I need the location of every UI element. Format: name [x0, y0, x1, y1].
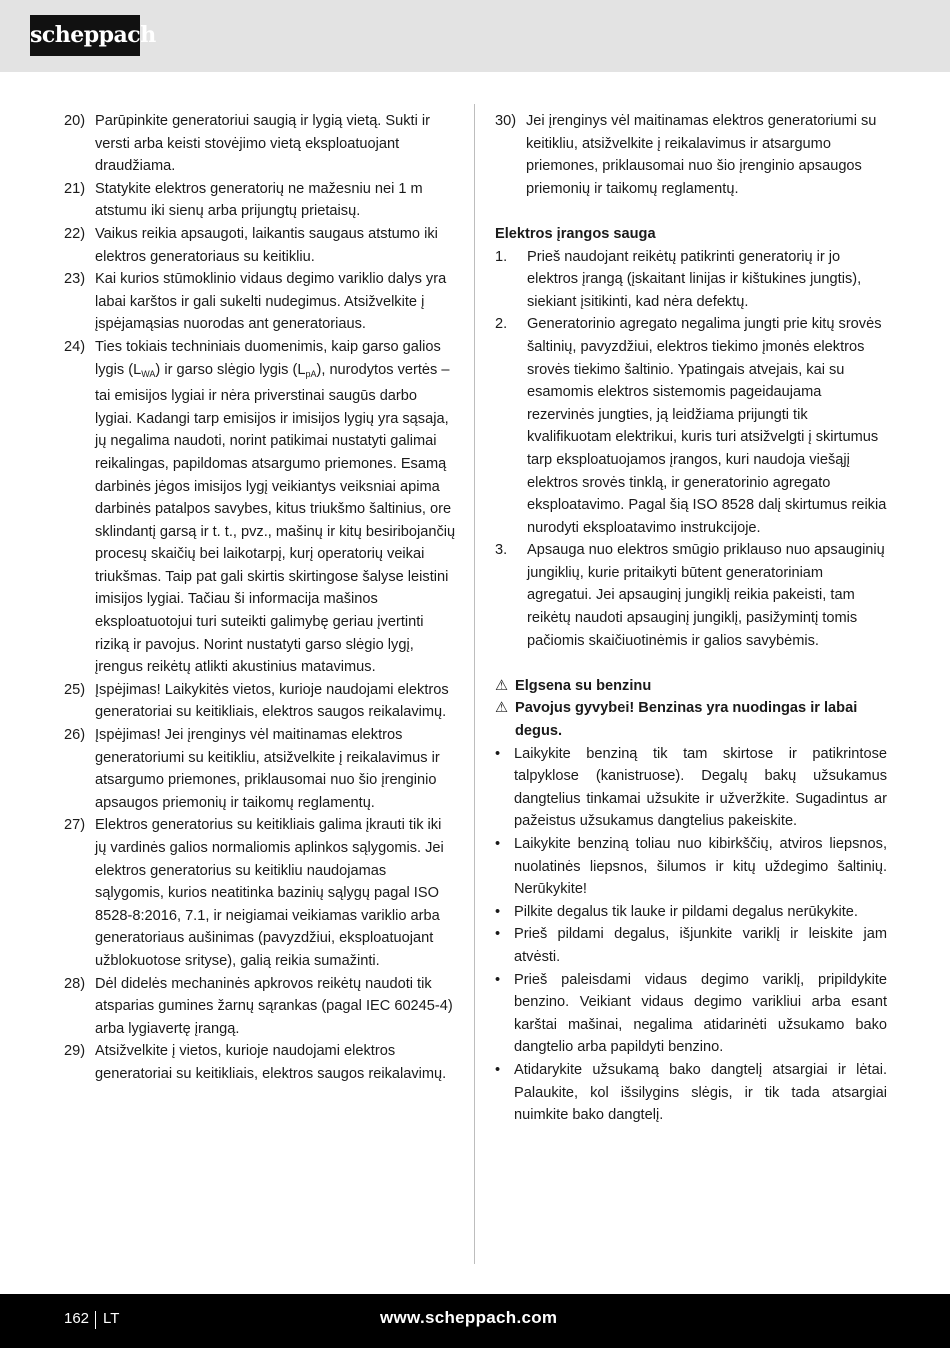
bullet-icon: •	[495, 926, 501, 943]
bullet-text: Prieš paleisdami vidaus degimo variklį, pripildykite benzino. Veikiant vidaus degimo varikliui arba esant karštai mašinai, negalima atidarinėti užsukamo bako dangtelio arba papildyti benzino.	[514, 971, 887, 1056]
bullet-item	[495, 923, 887, 968]
language-code: LT	[103, 1310, 120, 1327]
bullet-icon: •	[495, 903, 501, 920]
bullet-item	[495, 1059, 887, 1127]
item-number: 29)	[64, 1043, 86, 1060]
danger-text: Pavojus gyvybei! Benzinas yra nuodingas ir labai degus.	[515, 700, 858, 740]
list-item	[64, 336, 456, 679]
bullet-text: Prieš pildami degalus, išjunkite variklį ir leiskite jam atvėsti.	[514, 926, 887, 965]
warning-icon: ⚠	[495, 677, 509, 694]
item-text: Generatorinio agregato negalima jungti prie kitų srovės šaltinių, pavyzdžiui, elektros tiekimo įmonės elektros srovės tiekimo šaltinio. Ypatingais atvejais, kai su esamomis elektros sistemomis pageidaujama rezervinės jungties, ją leidžiama prijungti tik kvalifikuotam elektrikui, kuris turi atsižvelgti į skirtumus tarp eksploatuojamos įrangos, kuri naudoja viešąjį elektros srovės tinklą, ir generatorinio agregato eksploatavimo. Pagal šią ISO 8528 dalį skirtumus reikia nurodyti eksploatavimo instrukcijoje.	[527, 316, 887, 536]
list-item	[64, 724, 456, 814]
footer-separator	[95, 1311, 96, 1329]
bullet-text: Pilkite degalus tik lauke ir pildami degalus nerūkykite.	[514, 903, 858, 920]
item-number: 2.	[495, 316, 508, 333]
list-item	[495, 313, 887, 539]
item-number: 25)	[64, 681, 86, 698]
section-heading	[495, 675, 887, 698]
bullet-item	[495, 969, 887, 1059]
list-item	[64, 1040, 456, 1085]
top-bar	[0, 0, 950, 72]
item-text: Įspėjimas! Laikykitės vietos, kurioje naudojami elektros generatoriai su keitikliais, elektros saugos reikalavimų.	[95, 681, 449, 721]
item-number: 30)	[495, 113, 517, 129]
left-column	[64, 110, 456, 1086]
list-item	[64, 110, 456, 178]
item-number: 26)	[64, 727, 86, 744]
scheppach-logo: scheppach	[30, 15, 140, 56]
item-text: Apsauga nuo elektros smūgio priklauso nuo apsauginių jungiklių, kurie pritaikyti būtent generatoriniam agregatui. Jei apsauginį jungiklį reikia pakeisti, tam reikėtų naudoti apsauginį jungiklį, pasižymintį tomis pačiomis skaičiuotinėmis ir galios savybėmis.	[527, 542, 885, 649]
item-text: Įspėjimas! Jei įrenginys vėl maitinamas elektros generatoriumi su keitikliu, atsižvelkite į reikalavimus ir atsargumo priemones, priklausomai nuo šio įrenginio apsaugos priemonių ir taikomų reglamentų.	[95, 727, 440, 811]
bullet-icon: •	[495, 1061, 501, 1078]
item-text: Statykite elektros generatorių ne mažesniu nei 1 m atstumu iki sienų arba prijungtų prietaisų.	[95, 180, 423, 220]
item-text: Parūpinkite generatoriui saugią ir lygią vietą. Sukti ir versti arba keisti stovėjimo vietą eksploatuojant draudžiama.	[95, 113, 431, 175]
warning-icon: ⚠	[495, 700, 509, 717]
list-item	[495, 539, 887, 652]
list-item	[64, 178, 456, 223]
text-part: ) ir garso slėgio lygis (L	[155, 361, 306, 378]
subscript: WA	[141, 368, 156, 379]
item-text: Atsižvelkite į vietos, kurioje naudojami elektros generatoriai su keitikliais, elektros saugos reikalavimų.	[95, 1043, 447, 1082]
item-number: 28)	[64, 975, 86, 992]
item-text: Vaikus reikia apsaugoti, laikantis saugaus atstumo iki elektros generatoriaus su keitikliu.	[95, 225, 438, 265]
list-item	[495, 246, 887, 314]
item-number: 20)	[64, 113, 86, 129]
item-text: Jei įrenginys vėl maitinamas elektros generatoriumi su keitikliu, atsižvelkite į reikalavimus ir atsargumo priemones, priklausomai nuo šio įrenginio apsaugos priemonių ir taikomų reglamentų.	[526, 113, 877, 197]
text-part: Ties tokiais techniniais duomenimis, kaip garso galios lygis (L	[95, 338, 441, 378]
section-heading: Elektros įrangos sauga	[495, 225, 656, 242]
list-item	[64, 268, 456, 336]
item-number: 21)	[64, 180, 86, 197]
item-number: 23)	[64, 271, 86, 288]
item-text: Prieš naudojant reikėtų patikrinti generatorių ir jo elektros įrangą (įskaitant linijas ir kištukines jungtis), siekiant įsitikinti, kad nėra defektų.	[527, 248, 862, 310]
website-url: www.scheppach.com	[380, 1308, 558, 1327]
bullet-text: Atidarykite užsukamą bako dangtelį atsargiai ir lėtai. Palaukite, kol išsilygins slėgis, ir tik tada atsargiai nuimkite bako dangtelį.	[514, 1061, 887, 1124]
bullet-item	[495, 833, 887, 901]
bullet-text: Laikykite benziną tik tam skirtose ir patikrintose talpyklose (kanistruose). Degalų bakų užsukamus dangtelius tinkamai užsukite ir užveržkite. Sugadintus ar pažeistus užsukamus dangtelius pakeiskite.	[514, 745, 887, 830]
item-number: 1.	[495, 248, 508, 265]
spacer	[495, 200, 887, 223]
spacer	[495, 652, 887, 675]
item-number: 24)	[64, 338, 86, 355]
item-number: 3.	[495, 542, 508, 559]
right-column	[495, 110, 887, 1127]
item-text: Dėl didelės mechaninės apkrovos reikėtų naudoti tik atsparias gumines žarnų sąrankas (pagal IEC 60245-4) arba lygiavertę įrangą.	[95, 975, 453, 1037]
subscript: pA	[305, 368, 317, 379]
item-number: 22)	[64, 225, 86, 242]
item-text: Kai kurios stūmoklinio vidaus degimo variklio dalys yra labai karštos ir gali sukelti nudegimus. Atsižvelkite į įspėjamąsias nuorodas ant generatoriaus.	[95, 271, 447, 333]
bullet-icon: •	[495, 971, 501, 988]
bullet-item	[495, 743, 887, 833]
list-item	[64, 679, 456, 724]
column-divider	[474, 104, 475, 1264]
item-text	[95, 336, 456, 679]
bullet-icon: •	[495, 745, 501, 762]
bullet-icon: •	[495, 836, 501, 852]
list-item	[64, 973, 456, 1041]
bullet-item	[495, 901, 887, 924]
text-part: ), nurodytos vertės – tai emisijos lygiai ir nėra priverstinai saugūs darbo lygiai. Kadangi tarp emisijos ir imisijos lygių yra sąsaja, jų negalima naudoti, norint patikimai nustatyti galimai reikalingas, papildomas atsargumo priemones. Esamą darbinės jėgos imisijos lygį veikiantys veiksniai apima darbinės patalpos savybes, kitus triukšmo šaltinius, ore sklindantį garsą ir t. t., pvz., mašinų ir kitų besiribojančių procesų skaičių bei laikotarpį, kurį operatorių veikai triukšmas. Taip pat gali skirtis skirtingose šalyse leistini imisijos lygiai. Tačiau ši informacija mašinos eksploatuotojui turi suteikti galimybę geriau įvertinti riziką ir pavojus. Norint nustatyti garso slėgio lygį, įrengus reikėtų atlikti akustinius matavimus.	[95, 361, 456, 676]
bullet-text: Laikykite benziną toliau nuo kibirkščių, atviros liepsnos, nuolatinės liepsnos, šilumos ir kitų uždegimo šaltinių. Nerūkykite!	[514, 836, 887, 898]
page-number: 162	[64, 1310, 90, 1327]
item-number: 27)	[64, 817, 86, 834]
danger-notice	[495, 697, 887, 742]
footer-bar	[0, 1294, 950, 1348]
list-item	[495, 110, 887, 200]
heading-text: Elgsena su benzinu	[515, 677, 652, 694]
list-item	[64, 814, 456, 972]
item-text: Elektros generatorius su keitikliais galima įkrauti tik iki jų vardinės galios normaliomis aplinkos sąlygomis. Jei elektros generatorius su keitikliu naudojamas sąlygomis, kurios neatitinka bazinių sąlygų pagal ISO 8528-8:2016, 7.1, ir neigiamai veikiamas variklio arba generatoriaus aušinimas (pavyzdžiui, eksploatuojant užblokuotose srityse), galią reikia sumažinti.	[95, 817, 444, 969]
list-item	[64, 223, 456, 268]
